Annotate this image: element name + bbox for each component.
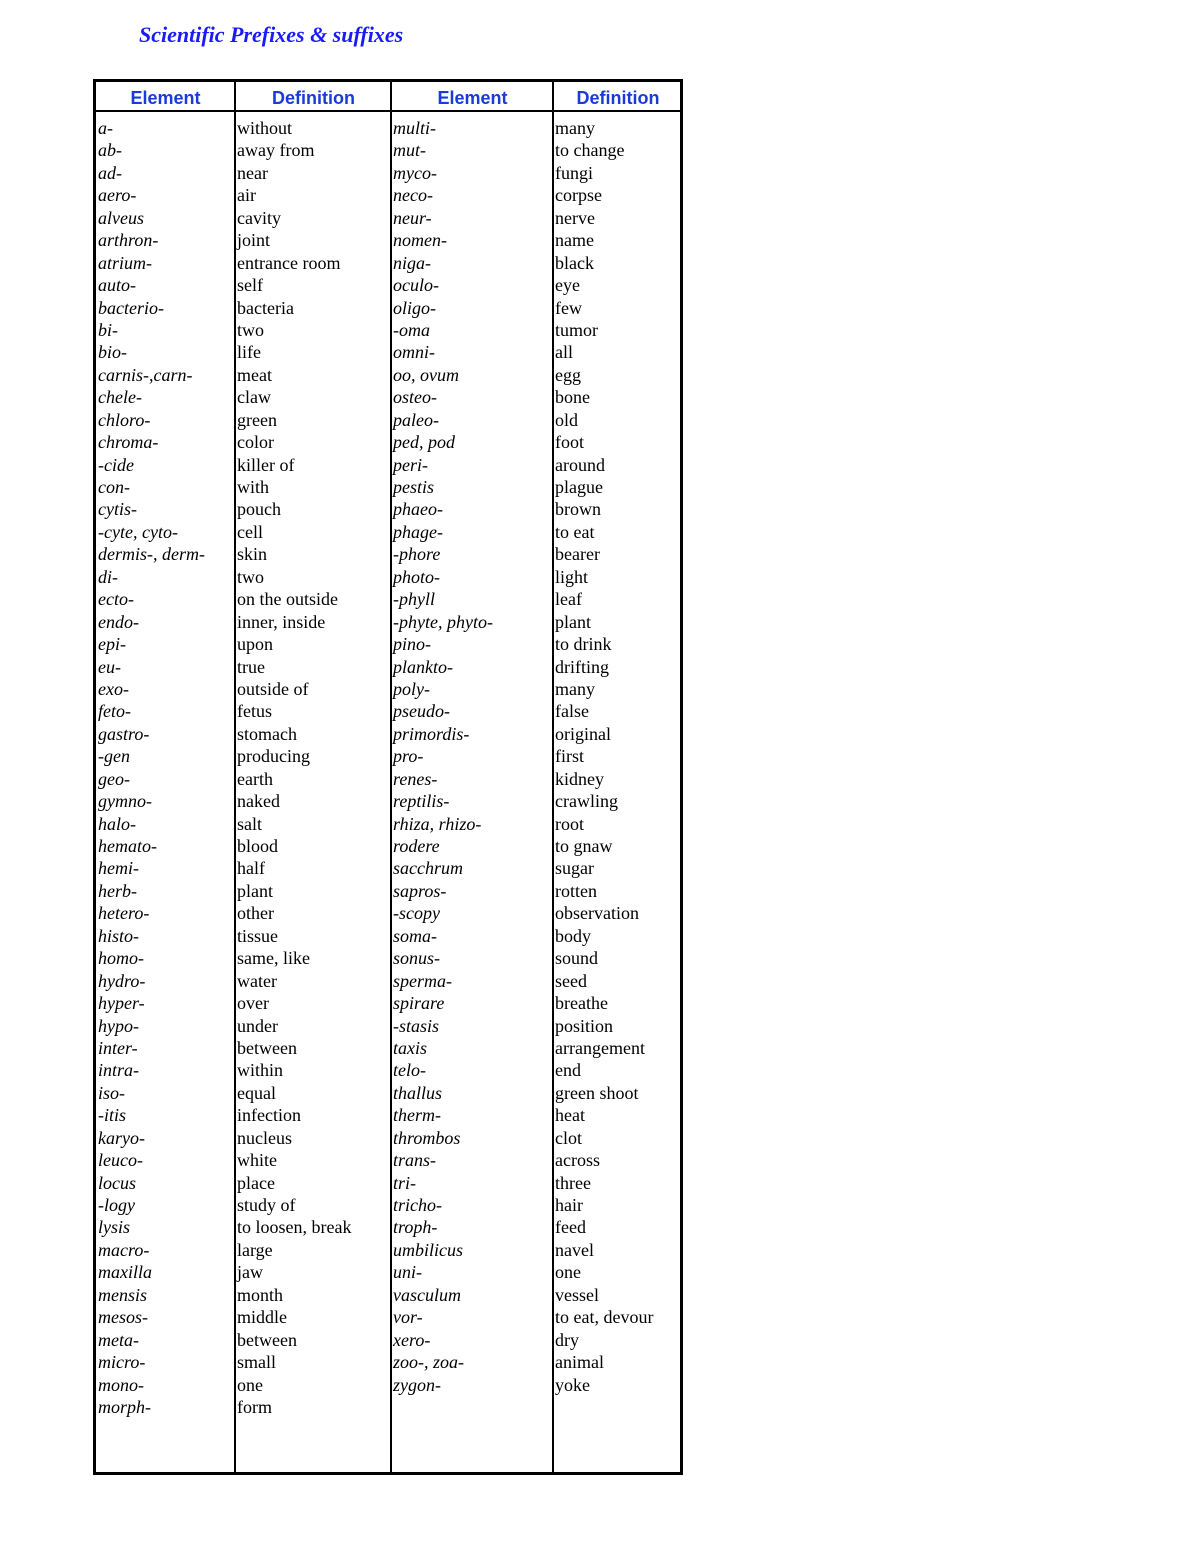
definition-cell: one xyxy=(237,1374,263,1395)
definition-cell: cell xyxy=(237,521,263,542)
element-cell: chele- xyxy=(98,387,142,408)
definition-cell: tumor xyxy=(555,319,598,340)
element-cell: atrium- xyxy=(98,252,152,273)
definition-cell: black xyxy=(555,252,594,273)
definition-cell: original xyxy=(555,723,611,744)
element-cell: hemato- xyxy=(98,836,157,856)
page-title: Scientific Prefixes & suffixes xyxy=(139,22,404,47)
definition-cell: bone xyxy=(555,387,590,408)
definition-cell: plant xyxy=(237,880,273,901)
definition-cell: upon xyxy=(237,634,273,655)
element-cell: mesos- xyxy=(98,1307,148,1328)
definition-cell: air xyxy=(237,185,256,206)
definition-cell: infection xyxy=(237,1105,301,1126)
definition-cell: animal xyxy=(555,1352,604,1373)
definition-cell: crawling xyxy=(555,791,618,812)
definition-cell: white xyxy=(237,1150,277,1171)
element-cell: di- xyxy=(98,566,118,587)
element-cell: -cyte, cyto- xyxy=(98,521,178,542)
element-cell: -gen xyxy=(98,746,130,767)
element-cell: mut- xyxy=(393,140,426,161)
element-cell: oculo- xyxy=(393,275,439,296)
element-cell: hemi- xyxy=(98,858,139,879)
definition-cell: earth xyxy=(237,768,273,789)
element-cell: intra- xyxy=(98,1060,140,1081)
element-cell: -phyte, phyto- xyxy=(393,611,493,632)
element-cell: pestis xyxy=(393,477,435,497)
element-cell: soma- xyxy=(393,925,437,946)
definition-cell: near xyxy=(237,162,268,183)
element-cell: macro- xyxy=(98,1239,150,1260)
definition-cell: pouch xyxy=(237,499,281,520)
definition-cell: to drink xyxy=(555,634,612,655)
definition-cell: many xyxy=(555,118,595,138)
element-cell: sacchrum xyxy=(393,858,463,879)
header-element-right: Element xyxy=(437,88,508,108)
element-cell: hydro- xyxy=(98,970,146,991)
element-cell: mono- xyxy=(98,1374,144,1395)
element-cell: chloro- xyxy=(98,409,151,430)
definition-cell: bacteria xyxy=(237,297,294,318)
definition-cell: without xyxy=(237,118,293,138)
definition-cell: corpse xyxy=(555,185,602,206)
definition-cell: to eat, devour xyxy=(555,1307,654,1328)
definition-cell: nucleus xyxy=(237,1127,292,1148)
element-cell: micro- xyxy=(98,1352,146,1373)
element-cell: alveus xyxy=(98,207,144,228)
element-cell: lysis xyxy=(98,1217,131,1238)
definition-cell: body xyxy=(555,925,591,946)
element-cell: nomen- xyxy=(393,230,447,251)
element-cell: myco- xyxy=(393,162,437,183)
element-cell: pro- xyxy=(393,746,424,767)
element-cell: a- xyxy=(98,118,113,138)
definition-cell: plague xyxy=(555,477,603,497)
element-cell: -phore xyxy=(393,544,441,565)
definition-cell: clot xyxy=(555,1127,582,1148)
definition-cell: middle xyxy=(237,1307,287,1328)
definition-cell: cavity xyxy=(237,207,281,228)
element-cell: gastro- xyxy=(98,723,150,744)
definition-cell: plant xyxy=(555,611,591,632)
element-cell: trans- xyxy=(393,1150,437,1171)
element-cell: rhiza, rhizo- xyxy=(393,813,482,834)
definition-cell: killer of xyxy=(237,454,295,475)
definition-cell: on the outside xyxy=(237,589,338,610)
definition-cell: other xyxy=(237,903,274,924)
definition-cell: skin xyxy=(237,544,268,565)
element-cell: oligo- xyxy=(393,297,436,318)
element-cell: phaeo- xyxy=(393,499,443,520)
definition-cell: end xyxy=(555,1060,581,1081)
definition-cell: green xyxy=(237,409,277,430)
definition-cell: old xyxy=(555,409,579,430)
element-cell: con- xyxy=(98,477,130,497)
definition-cell: arrangement xyxy=(555,1037,645,1058)
definition-cell: foot xyxy=(555,432,584,453)
element-cell: meta- xyxy=(98,1329,139,1350)
definition-cell: observation xyxy=(555,903,639,924)
definition-cell: heat xyxy=(555,1105,585,1126)
element-cell: hypo- xyxy=(98,1015,139,1036)
definition-cell: jaw xyxy=(237,1262,263,1283)
element-cell: aero- xyxy=(98,185,137,206)
element-cell: phage- xyxy=(393,521,443,542)
element-cell: spirare xyxy=(393,993,445,1014)
definition-cell: green shoot xyxy=(555,1082,639,1103)
element-cell: tricho- xyxy=(393,1195,442,1215)
definition-cell: yoke xyxy=(555,1374,590,1395)
definition-cell: hair xyxy=(555,1195,583,1215)
definition-cell: one xyxy=(555,1262,581,1283)
element-cell: carnis-,carn- xyxy=(98,364,193,385)
element-cell: tri- xyxy=(393,1172,417,1193)
element-cell: locus xyxy=(98,1172,136,1193)
element-cell: halo- xyxy=(98,813,136,834)
element-cell: hyper- xyxy=(98,993,145,1014)
element-cell: mensis xyxy=(98,1284,147,1305)
element-cell: plankto- xyxy=(393,656,453,677)
element-cell: oo, ovum xyxy=(393,364,459,385)
definition-cell: across xyxy=(555,1150,600,1171)
element-cell: ad- xyxy=(98,162,122,183)
element-cell: karyo- xyxy=(98,1127,145,1148)
definition-cell: study of xyxy=(237,1195,296,1215)
definition-cell: salt xyxy=(237,813,262,834)
element-cell: renes- xyxy=(393,768,438,789)
element-cell: gymno- xyxy=(98,791,152,812)
element-cell: feto- xyxy=(98,701,131,722)
definition-cell: kidney xyxy=(555,768,604,789)
definition-cell: light xyxy=(555,566,589,587)
element-cell: rodere xyxy=(393,836,440,856)
definition-cell: two xyxy=(237,566,264,587)
element-cell: bio- xyxy=(98,342,127,363)
element-cell: dermis-, derm- xyxy=(98,544,205,565)
element-cell: epi- xyxy=(98,634,126,655)
element-cell: xero- xyxy=(393,1329,431,1350)
element-cell: sapros- xyxy=(393,880,447,901)
element-cell: endo- xyxy=(98,611,139,632)
definition-cell: to gnaw xyxy=(555,836,613,856)
definition-cell: position xyxy=(555,1015,614,1036)
element-cell: iso- xyxy=(98,1082,125,1103)
definition-cell: fetus xyxy=(237,701,272,722)
element-cell: -logy xyxy=(98,1195,135,1215)
element-cell: ab- xyxy=(98,140,122,161)
definition-cell: half xyxy=(237,858,265,879)
header-divider xyxy=(96,110,680,112)
definition-cell: stomach xyxy=(237,723,297,744)
definition-cell: water xyxy=(237,970,277,991)
definition-cell: with xyxy=(237,477,270,497)
right-element-column xyxy=(393,117,493,1396)
definition-cell: color xyxy=(237,432,274,453)
definition-cell: within xyxy=(237,1060,284,1081)
element-cell: neco- xyxy=(393,185,433,206)
column-divider xyxy=(234,82,236,1472)
definition-cell: away from xyxy=(237,140,315,161)
element-cell: niga- xyxy=(393,252,431,273)
definition-cell: feed xyxy=(555,1217,586,1238)
element-cell: inter- xyxy=(98,1037,138,1058)
element-cell: -stasis xyxy=(393,1015,440,1036)
left-element-column xyxy=(98,117,205,1418)
left-definition-column xyxy=(237,117,351,1418)
element-cell: primordis- xyxy=(393,723,470,744)
element-cell: thallus xyxy=(393,1082,443,1103)
definition-cell: bearer xyxy=(555,544,600,565)
definition-cell: all xyxy=(555,342,573,363)
definition-cell: nerve xyxy=(555,207,595,228)
definition-cell: sound xyxy=(555,948,599,969)
definition-cell: breathe xyxy=(555,993,608,1014)
element-cell: zoo-, zoa- xyxy=(393,1352,464,1373)
definition-cell: false xyxy=(555,701,589,722)
definition-cell: around xyxy=(555,454,605,475)
element-cell: -scopy xyxy=(393,903,440,924)
definition-cell: first xyxy=(555,746,584,767)
element-cell: histo- xyxy=(98,925,140,946)
element-cell: vor- xyxy=(393,1307,423,1328)
definition-cell: meat xyxy=(237,364,272,385)
element-cell: osteo- xyxy=(393,387,437,408)
element-cell: bacterio- xyxy=(98,297,164,318)
element-cell: -cide xyxy=(98,454,134,475)
definition-cell: naked xyxy=(237,791,280,812)
element-cell: hetero- xyxy=(98,903,150,924)
definition-cell: true xyxy=(237,656,265,677)
definition-cell: drifting xyxy=(555,656,609,677)
definition-cell: root xyxy=(555,813,584,834)
element-cell: therm- xyxy=(393,1105,441,1126)
element-cell: arthron- xyxy=(98,230,159,251)
definition-cell: three xyxy=(555,1172,591,1193)
element-cell: peri- xyxy=(393,454,428,475)
element-cell: -itis xyxy=(98,1105,127,1126)
element-cell: -phyll xyxy=(393,589,435,610)
element-cell: morph- xyxy=(98,1396,151,1417)
element-cell: omni- xyxy=(393,342,435,363)
definition-cell: place xyxy=(237,1172,275,1193)
definition-cell: same, like xyxy=(237,948,310,969)
element-cell: sperma- xyxy=(393,970,452,991)
definition-cell: blood xyxy=(237,836,279,856)
definition-cell: to eat xyxy=(555,521,595,542)
definition-cell: small xyxy=(237,1352,276,1373)
definition-cell: form xyxy=(237,1396,272,1417)
header-definition-left: Definition xyxy=(272,88,355,108)
element-cell: paleo- xyxy=(393,409,439,430)
header-definition-right: Definition xyxy=(576,88,660,108)
definition-cell: name xyxy=(555,230,594,251)
definition-cell: leaf xyxy=(555,589,582,610)
definition-cell: between xyxy=(237,1037,297,1058)
element-cell: -oma xyxy=(393,319,430,340)
element-cell: troph- xyxy=(393,1217,438,1238)
definition-cell: joint xyxy=(237,230,271,251)
element-cell: chroma- xyxy=(98,432,159,453)
element-cell: homo- xyxy=(98,948,144,969)
definition-cell: few xyxy=(555,297,582,318)
definition-cell: seed xyxy=(555,970,587,991)
element-cell: ecto- xyxy=(98,589,134,610)
definition-cell: under xyxy=(237,1015,278,1036)
element-cell: leuco- xyxy=(98,1150,143,1171)
definition-cell: over xyxy=(237,993,269,1014)
definition-cell: many xyxy=(555,678,595,699)
definition-cell: life xyxy=(237,342,261,363)
definition-cell: fungi xyxy=(555,162,593,183)
definition-cell: egg xyxy=(555,364,581,385)
definition-cell: producing xyxy=(237,746,310,767)
element-cell: thrombos xyxy=(393,1127,461,1148)
definition-cell: claw xyxy=(237,387,271,408)
definition-cell: navel xyxy=(555,1239,594,1260)
element-cell: umbilicus xyxy=(393,1239,463,1260)
header-element-left: Element xyxy=(130,88,201,108)
definition-cell: rotten xyxy=(555,880,597,901)
definition-cell: large xyxy=(237,1239,273,1260)
element-cell: bi- xyxy=(98,319,118,340)
element-cell: reptilis- xyxy=(393,791,450,812)
definition-cell: brown xyxy=(555,499,601,520)
definition-cell: self xyxy=(237,275,263,296)
definition-cell: to change xyxy=(555,140,625,161)
prefix-suffix-table xyxy=(93,79,683,1475)
definition-cell: equal xyxy=(237,1082,276,1103)
element-cell: geo- xyxy=(98,768,130,789)
element-cell: eu- xyxy=(98,656,121,677)
column-divider xyxy=(552,82,554,1472)
element-cell: vasculum xyxy=(393,1284,461,1305)
element-cell: sonus- xyxy=(393,948,441,969)
element-cell: herb- xyxy=(98,880,137,901)
element-cell: zygon- xyxy=(393,1374,441,1395)
element-cell: neur- xyxy=(393,207,432,228)
definition-cell: to loosen, break xyxy=(237,1217,352,1238)
definition-cell: month xyxy=(237,1284,284,1305)
element-cell: auto- xyxy=(98,275,136,296)
element-cell: telo- xyxy=(393,1060,426,1081)
element-cell: cytis- xyxy=(98,499,137,520)
definition-cell: entrance room xyxy=(237,252,341,273)
column-divider xyxy=(390,82,392,1472)
definition-cell: dry xyxy=(555,1329,579,1350)
definition-cell: eye xyxy=(555,275,580,296)
element-cell: poly- xyxy=(393,678,430,699)
element-cell: multi- xyxy=(393,118,436,138)
element-cell: pino- xyxy=(393,634,431,655)
element-cell: taxis xyxy=(393,1037,427,1058)
element-cell: uni- xyxy=(393,1262,422,1283)
definition-cell: inner, inside xyxy=(237,611,326,632)
element-cell: ped, pod xyxy=(393,432,455,453)
element-cell: exo- xyxy=(98,678,129,699)
definition-cell: outside of xyxy=(237,678,309,699)
definition-cell: two xyxy=(237,319,264,340)
definition-cell: vessel xyxy=(555,1284,599,1305)
element-cell: photo- xyxy=(393,566,440,587)
right-definition-column xyxy=(555,117,653,1396)
element-cell: pseudo- xyxy=(393,701,450,722)
element-cell: maxilla xyxy=(98,1262,152,1283)
definition-cell: between xyxy=(237,1329,297,1350)
definition-cell: sugar xyxy=(555,858,594,879)
definition-cell: tissue xyxy=(237,925,279,946)
